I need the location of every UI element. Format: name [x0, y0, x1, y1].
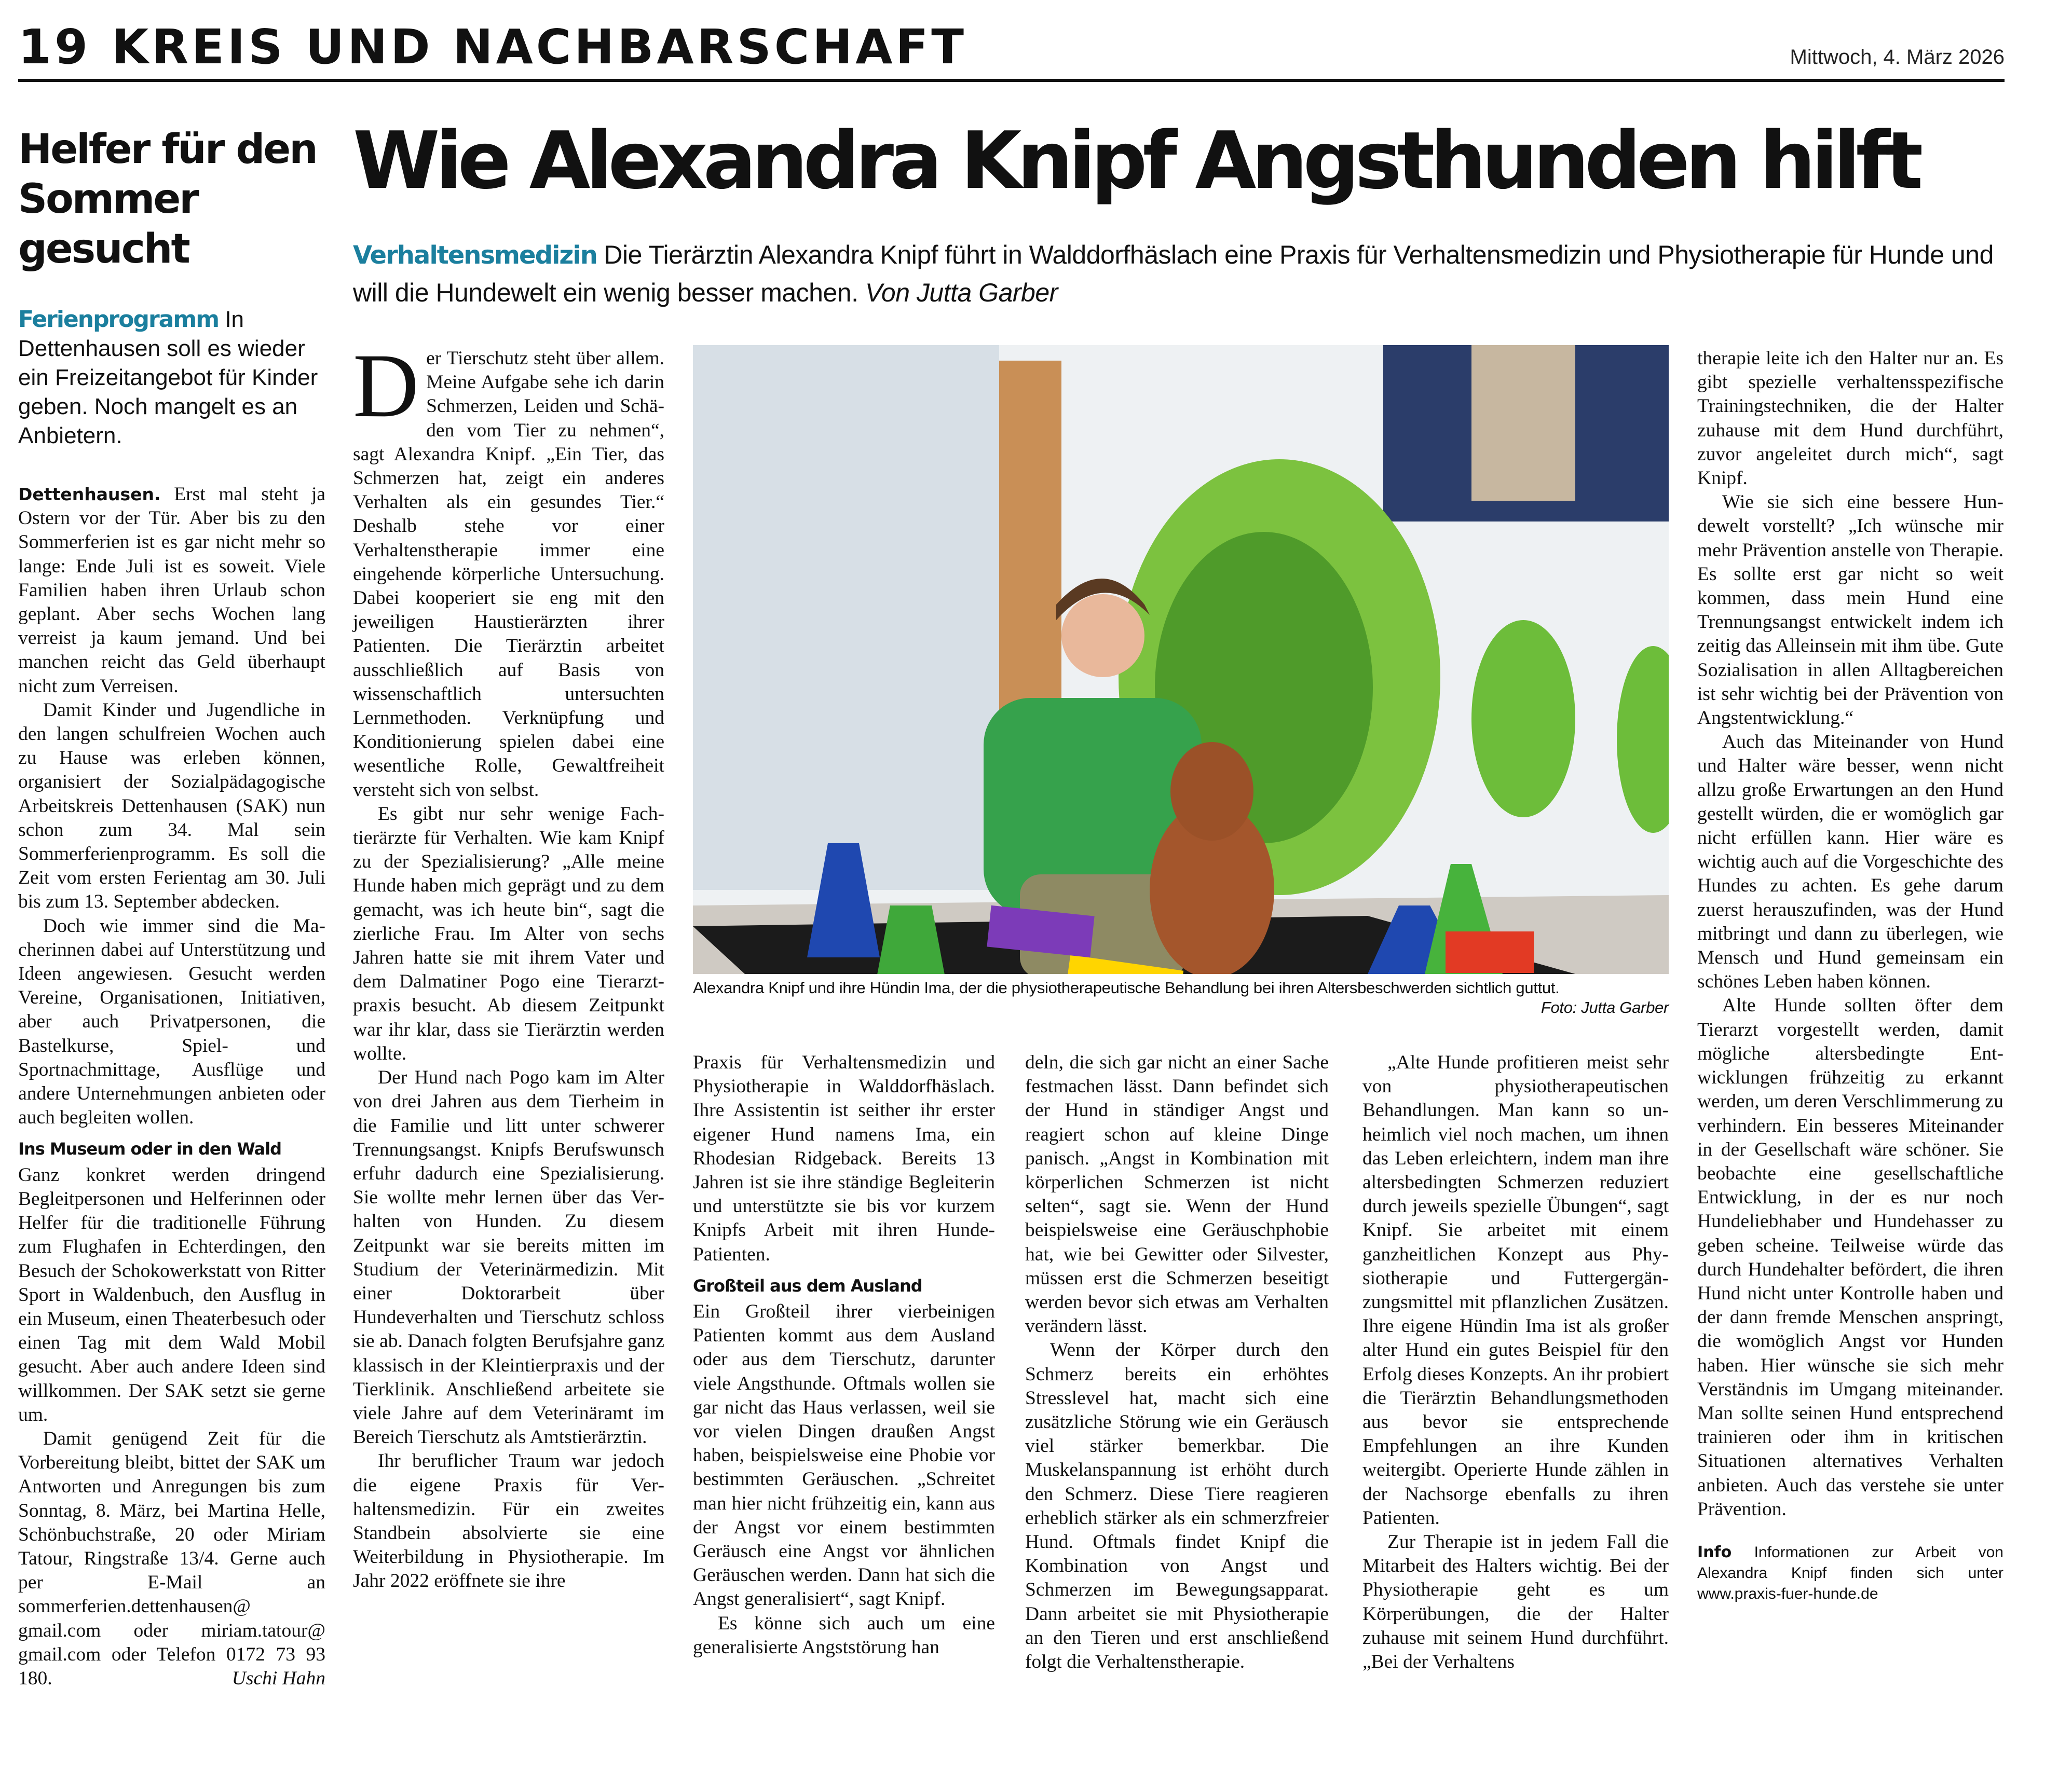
article-paragraph: Wie sie sich eine bessere Hundewelt vorstellt? „Ich wünsche mir mehr Prävention anstelle von Therapie. Es sollte erst gar nicht so weit kommen, dass mein Hund eine Trennungsangst entwickelt indem ich zeitig das Alleinsein mit ihm übe. Gute Sozialisation in allen Alltagbereichen ist sehr wichtig bei der Prävention von Angstentwicklung.“: [1697, 491, 2003, 729]
article-paragraph: Es gibt nur sehr wenige Fachtierärzte für Verhalten. Wie kam Knipf zu der Spezialisierung? „Alle meine Hunde haben mich geprägt und zu dem gemacht, was ich heute bin“, sagt die zierliche Frau. Im Alter von sechs Jahren hatte sie mit ihrem Vater und dem Dalmatiner Pogo eine Tierarztpraxis besucht. Ab diesem Zeitpunkt war ihr klar, dass sie Tierärztin werden wollte.: [353, 803, 664, 1064]
article-paragraph: „Alte Hunde profitieren meist sehr von physiotherapeutischen Behandlungen. Man kann so unheimlich viel noch machen, um ihnen das Leben erleichtern, indem man ihre altersbedingten Schmerzen reduziert durch jeweils spezielle Übungen“, sagt Knipf. Sie arbeitet mit einem ganzheitlichen Konzept aus Physiotherapie und Futtergergänzungsmittel mit pflanzlichen Zusätzen. Ihre eigene Hündin Ima ist als großer alter Hund ein gutes Beispiel für den Erfolg dieses Konzepts. An ihr probiert die Tierärztin Behandlungsmethoden aus bevor sie entsprechende Empfehlungen an ihre Kunden weitergibt. Operierte Hunde zählen in der Nachsorge ebenfalls zu ihren Patienten.: [1362, 1052, 1669, 1529]
article-column-1: [353, 335, 664, 1594]
article-paragraph: Auch das Miteinander von Hund und Halter wäre besser, wenn nicht allzu große Erwartungen an den Hund gestellt würden, die er womöglich gar nicht erfüllen kann. Hier wäre es wichtig auch auf die Vorgeschichte des Hundes zu achten. Es gehe darum zuerst herauszufinden, was der Hund mitbringt und dann zu überlegen, wie Mensch und Hund gemeinsam ein schönes Leben haben können.: [1697, 731, 2003, 993]
sidebar-headline: Helfer für den Sommer gesucht: [18, 126, 317, 272]
article-paragraph: Ein Großteil ihrer vierbeinigen Patienten kommt aus dem Ausland oder aus dem Tierschutz, darunter viele Angsthunde. Oftmals wollen sie gar nicht das Haus verlassen, weil sie vor vielen Dingen draußen Angst haben, beispielsweise eine Phobie vor bestimmten Geräuschen. „Schreitet man hier nicht frühzeitig ein, kann aus der Angst vor einem bestimmten Geräusch eine Angst vor ähnlichen Geräuschen werden. Dann hat sich die Angst generalisiert“, sagt Knipf.: [693, 1301, 995, 1610]
sidebar-body: [18, 483, 325, 1691]
dateline: Dettenhausen.: [18, 484, 161, 504]
byline: Von Jutta Garber: [865, 278, 1058, 307]
paragraph-text: Damit genügend Zeit für die Vorbereitung bleibt, bittet der SAK um Antworten und Anregungen bis zum Sonntag, 8. März, bei Martina Helle, Schönbuchstraße, 20 oder Miriam Tatour, Ringstraße 13/4. Gerne auch per E-Mail an sommerferien.dettenhausen@ gmail.com oder miriam.tatour@ gmail.com oder Telefon 0172 73 93 180.: [18, 1428, 325, 1689]
article-paragraph: Wenn der Körper durch den Schmerz bereits ein erhöhtes Stresslevel hat, macht sich eine zusätzliche Störung wie ein Geräusch viel stärker bemerkbar. Die Muskelanspannung ist erhöht durch den Schmerz. Diese Tiere reagieren erheblich stärker als ein schmerzfreier Hund. Oftmals findet Knipf die Kombination von Angst und Schmerzen im Bewegungsapparat. Dann arbeitet sie mit Physiotherapie an den Tieren und erst anschließend folgt die Verhaltenstherapie.: [1025, 1339, 1329, 1673]
main-deck: [353, 236, 2014, 311]
drop-cap: D: [353, 335, 419, 436]
article-paragraph: Zur Therapie ist in jedem Fall die Mitarbeit des Halters wichtig. Bei der Physiotherapie geht es um Körperübungen, die der Halter zuhause mit seinem Hund durchführt. „Bei der Verhaltens: [1362, 1531, 1669, 1673]
article-paragraph: Ihr beruflicher Traum war jedoch die eigene Praxis für Verhaltensmedizin. Für ein zweites Standbein absolvierte sie eine Weiterbildung in Physiotherapie. Im Jahr 2022 eröffnete sie ihre: [353, 1450, 664, 1592]
paragraph-text: er Tierschutz steht über allem. Meine Aufgabe sehe ich darin Schmerzen, Leiden und Schäden vom Tier zu nehmen“, sagt Alexandra Knipf. „Ein Tier, das Schmerzen hat, zeigt ein anderes Verhalten als ein gesundes Tier.“ Deshalb stehe vor einer Verhaltenstherapie immer eine eingehende körperliche Untersuchung. Dabei kooperiert sie eng mit den jeweiligen Haustierärzten ihrer Patienten. Die Tierärztin arbeitet ausschließlich auf Basis von wissenschaftlich untersuchten Lernmethoden. Verknüpfung und Konditionierung spielen dabei eine wesentliche Rolle, Gewaltfreiheit versteht sich von selbst.: [353, 348, 664, 801]
sidebar-paragraph: Ganz konkret werden dringend Begleitpersonen und Helferinnen oder Helfer für die traditionelle Führung zum Flughafen in Echterdingen, den Besuch der Schokowerkstatt von Ritter Sport in Waldenbuch, den Ausflug in ein Museum, einen Theaterbesuch oder einen Tag mit dem Wald Mobil gesucht. Aber auch andere Ideen sind willkommen. Der SAK setzt sie gerne um.: [18, 1164, 325, 1425]
article-paragraph: deln, die sich gar nicht an einer Sache festmachen lässt. Dann befindet sich der Hund in ständiger Angst und reagiert schon auf kleine Dinge panisch. „Angst in Kombination mit körperlichen Schmerzen ist nicht selten“, sagt sie. Wenn der Hund beispielsweise eine Geräuschphobie hat, wie bei Gewitter oder Silvester, müssen erst die Schmerzen beseitigt werden bevor sich etwas am Verhalten verändern lässt.: [1025, 1052, 1329, 1337]
sidebar-subhead: Ins Museum oder in den Wald: [18, 1139, 282, 1159]
article-paragraph: Der Hund nach Pogo kam im Alter von drei Jahren aus dem Tierheim in die Familie und litt unter schwerer Trennungsangst. Knipfs Berufswunsch erfuhr dadurch eine Spezialisierung. Sie wollte mehr lernen über das Verhalten von Hunden. Zu diesem Zeitpunkt war sie bereits mitten im Studium der Veterinärmedizin. Mit einer Doktorarbeit über Hundeverhalten und Tierschutz schloss sie ab. Danach folgten Berufsjahre ganz klassisch in der Kleintierpraxis und der Tierklinik. Anschließend arbeitete sie viele Jahre auf dem Veterinäramt im Bereich Tierschutz als Amtstierärztin.: [353, 1067, 664, 1448]
sidebar-paragraph: Damit Kinder und Jugendliche in den langen schulfreien Wochen auch zu Hause was erleben können, organisiert der Sozialpädagogische Arbeitskreis Dettenhausen (SAK) nun schon zum 34. Mal sein Sommerferienprogramm. Es soll die Zeit vom ersten Ferientag am 30. Juli bis zum 13. September abdecken.: [18, 699, 325, 913]
info-label: Info: [1697, 1543, 1732, 1561]
section-title: KREIS UND NACHBARSCHAFT: [112, 19, 967, 75]
photo-credit: Foto: Jutta Garber: [1541, 998, 1669, 1017]
article-column-2: [693, 1051, 995, 1659]
article-paragraph: therapie leite ich den Halter nur an. Es gibt spezielle verhaltensspezifische Trainingstechniken, die der Halter zuhause mit dem Hund durchführt, zuvor angeleitet durch mich“, sagt Knipf.: [1697, 348, 2003, 489]
main-kicker: Verhaltensmedizin: [353, 241, 597, 270]
issue-date: Mittwoch, 4. März 2026: [1790, 46, 2005, 68]
sidebar-teaser: [18, 305, 330, 450]
article-paragraph: Es könne sich auch um eine generalisierte Angststörung han: [693, 1612, 995, 1658]
photo-illustration: [693, 345, 1669, 974]
article-paragraph: [353, 335, 664, 802]
article-column-3: [1025, 1051, 1329, 1674]
author-signature: Uschi Hahn: [231, 1667, 325, 1689]
article-paragraph: Praxis für Verhaltensmedizin und Physiotherapie in Walddorfhäslach. Ihre Assistentin ist seither ihr erster eigener Hund namens Ima, ein Rhodesian Ridgeback. Bereits 13 Jahren ist sie ihre ständige Begleiterin und unterstützte sie bis vor kurzem Knipfs Arbeit mit ihren Hunde-Patienten.: [693, 1052, 995, 1265]
sidebar-kicker: Ferienprogramm: [18, 306, 219, 333]
article-column-4: [1362, 1051, 1669, 1674]
deck-text: Die Tierärztin Alexandra Knipf führt in Walddorfhäslach eine Praxis für Verhaltensmedizin und Physiotherapie für Hunde und will die Hundewelt ein wenig besser machen.: [353, 240, 1994, 307]
caption-text: Alexandra Knipf und ihre Hündin Ima, der die physiotherapeutische Behandlung bei ihren Altersbeschwerden sichtlich guttut.: [693, 979, 1560, 997]
header-rule: [18, 79, 2005, 82]
paragraph-text: Erst mal steht ja Ostern vor der Tür. Aber bis zu den Sommerferien ist es gar nicht mehr so lange: Ende Juli ist es soweit. Viele Familien haben ihren Urlaub schon geplant. Aber sechs Wochen lang verreist ja kaum jemand. Und bei manchen reicht das Geld überhaupt nicht zum Verreisen.: [18, 484, 326, 697]
info-text: Informationen zur Arbeit von Alexandra Knipf finden sich unter www.praxis-fuer-hunde.de: [1697, 1543, 2003, 1602]
photo-caption: [693, 978, 1669, 1018]
info-box: [1697, 1542, 2003, 1604]
article-subhead: Großteil aus dem Ausland: [693, 1275, 922, 1296]
sidebar-paragraph: [18, 483, 325, 698]
article-column-5: [1697, 347, 2003, 1604]
page-number: 19: [18, 19, 91, 75]
sidebar-teaser-text: In Dettenhausen soll es wieder ein Freizeitangebot für Kinder geben. Noch mangelt es an Anbietern.: [18, 307, 318, 448]
article-paragraph: Alte Hunde sollten öfter dem Tierarzt vorgestellt werden, damit mögliche altersbedingte Entwicklungen frühzeitig zu erkannt werden, um deren Verschlimmerung zu verhindern. Ein besseres Miteinander in der Gesellschaft wäre schöner. Sie beobachte eine gesellschaftliche Entwicklung, in der es nur noch Hundeliebhaber und Hundehasser zu geben scheine. Teilweise würde das durch Hundehalter befördert, die ihren Hund nicht unter Kontrolle haben und der dann fremde Menschen anspringt, die womöglich Angst vor Hunden haben. Hier wünsche sie sich mehr Verständnis im Umgang miteinander. Man sollte seinen Hund entsprechend trainieren oder ihm in kritischen Situationen alternatives Verhalten anbieten. Auch das verstehe sie unter Prävention.: [1697, 995, 2003, 1520]
article-photo: [693, 345, 1669, 974]
sidebar-paragraph: [18, 1427, 325, 1691]
main-headline: Wie Alexandra Knipf Angsthunden hilft: [353, 115, 1919, 207]
sidebar-paragraph: Doch wie immer sind die Macherinnen dabei auf Unterstützung und Ideen angewiesen. Gesucht werden Vereine, Organisationen, Initiativen, aber auch Privatpersonen, die Bastelkurse, Spiel- und Sportnachmittage, Ausflüge und andere Unternehmungen anbieten oder auch begleiten wollen.: [18, 915, 325, 1129]
